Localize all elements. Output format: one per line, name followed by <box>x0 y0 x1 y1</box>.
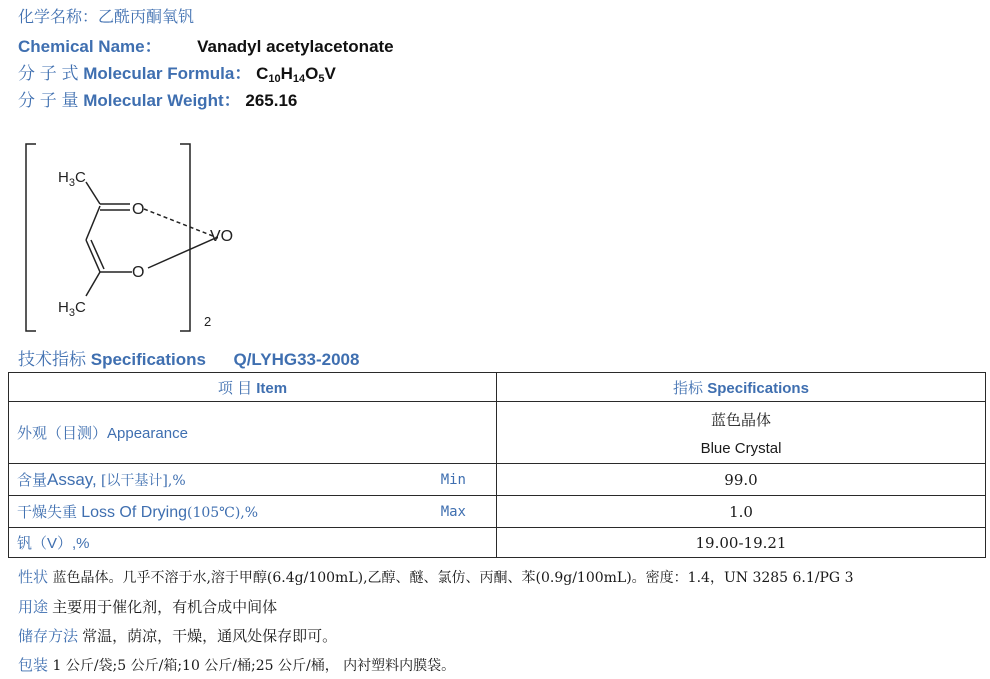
table-row <box>9 402 986 464</box>
chinese-name-line <box>18 4 194 27</box>
molecular-weight-line <box>18 86 297 111</box>
header-item: 项 目 Item <box>9 373 497 402</box>
spec-standard: Q/LYHG33-2008 <box>233 350 360 369</box>
limit-min: Min <box>440 471 466 488</box>
molecular-formula-line <box>18 59 336 85</box>
oxygen-bottom-label: O <box>132 264 145 281</box>
header-spec: 指标 Specifications <box>497 373 986 402</box>
formula-label-en: Molecular Formula： <box>83 64 252 83</box>
note-properties: 性状 蓝色晶体。几乎不溶于水,溶于甲醇(6.4g/100mL),乙醇、醚、氯仿、丙酮、苯(0.9g/100mL)。密度：1.4，UN 3285 6.1/PG 3 <box>18 569 854 586</box>
chinese-name-label: 化学名称： <box>18 9 99 26</box>
note-label: 用途 <box>18 599 49 616</box>
weight-value: 265.16 <box>245 91 298 110</box>
note-label: 性状 <box>18 569 49 586</box>
table-header-row <box>9 373 986 402</box>
item-loss-drying: 干燥失重 Loss Of Drying(105℃),% Max <box>9 496 497 528</box>
spec-assay: 99.0 <box>497 464 986 496</box>
chemical-name-value: Vanadyl acetylacetonate <box>197 37 394 56</box>
oxygen-top-label: O <box>132 201 145 218</box>
spec-heading-en: Specifications <box>90 350 206 369</box>
note-storage: 储存方法 常温，荫凉，干燥，通风处保存即可。 <box>18 628 338 645</box>
item-vanadium: 钒（V）,% <box>9 528 497 558</box>
spec-table <box>8 372 986 558</box>
chemical-name-label: Chemical Name： <box>18 37 162 56</box>
chinese-name-value: 乙酰丙酮氧钒 <box>98 9 195 26</box>
formula-label-cn: 分 子 式 <box>18 64 79 83</box>
methyl-bottom-label: $H_3C$ <box>58 299 86 319</box>
methyl-top-label: $H_3C$ <box>58 169 86 189</box>
note-label: 包装 <box>18 657 49 674</box>
chemical-name-line <box>18 32 394 57</box>
spec-loss-drying: 1.0 <box>497 496 986 528</box>
table-row <box>9 464 986 496</box>
vo-label: VO <box>210 228 234 245</box>
bracket-count-label: 2 <box>204 314 212 329</box>
limit-max: Max <box>440 503 466 520</box>
spec-appearance: 蓝色晶体 Blue Crystal <box>497 402 986 464</box>
item-appearance: 外观（目测）Appearance <box>9 402 497 464</box>
table-row <box>9 528 986 558</box>
item-assay: 含量Assay, [以干基计],% Min <box>9 464 497 496</box>
table-row <box>9 496 986 528</box>
note-packaging: 包装 1 公斤/袋;5 公斤/箱;10 公斤/桶;25 公斤/桶， 内衬塑料内膜袋。 <box>18 657 456 674</box>
note-usage: 用途 主要用于催化剂，有机合成中间体 <box>18 599 278 616</box>
weight-label-cn: 分 子 量 <box>18 91 79 110</box>
spec-heading-cn: 技术指标 <box>18 350 86 369</box>
note-label: 储存方法 <box>18 628 79 645</box>
spec-vanadium: 19.00-19.21 <box>497 528 986 558</box>
structure-diagram <box>18 136 218 336</box>
formula-value: $C_{10}H_{14}O_5V$ <box>256 64 336 85</box>
weight-label-en: Molecular Weight： <box>83 91 241 110</box>
spec-heading <box>18 345 359 370</box>
